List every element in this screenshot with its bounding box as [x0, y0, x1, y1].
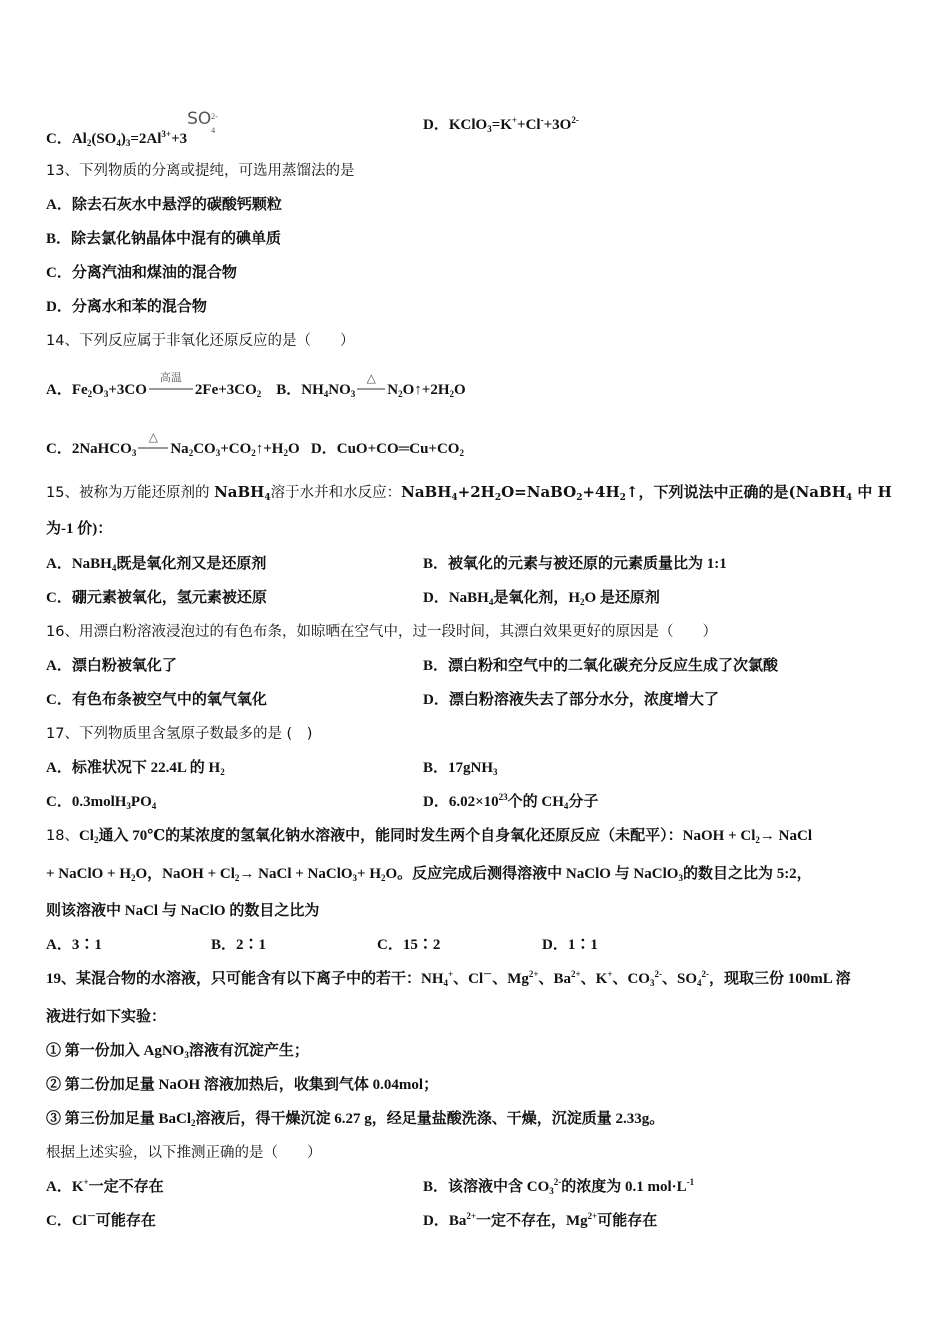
q19-experiment-3: ③ 第三份加足量 BaCl$_2$溶液后，得干燥沉淀 6.27 g，经足量盐酸洗涤、干燥，沉淀质量 2.33g。 [46, 1111, 665, 1128]
q12-option-c: C．$Al_2(SO_4)_3=2Al^{3+}+3$ SO 2- 4 D．$KClO_3=K^++Cl^-+3O^{2-}$ [46, 109, 579, 148]
q15-stem: 15、被称为万能还原剂的 NaBH$_4$溶于水并和水反应：$NaBH_4+2H_2O=NaBO_2+4H_2↑$，下列说法中正确的是(NaBH$_4$ 中 H [46, 483, 892, 503]
q12-option-d: D．$KClO_3=K^++Cl^-+3O^{2-}$ [423, 115, 579, 134]
q15-option-b: B．被氧化的元素与被还原的元素质量比为 1:1 [423, 556, 727, 572]
q17-option-a: A．标准状况下 22.4L 的 $H_2$ B．17gNH$_3$ [46, 760, 498, 777]
q18-stem-line3: 则该溶液中 NaCl 与 NaClO 的数目之比为 [46, 903, 320, 919]
q14-options-ab: A．$Fe_2O_3+3CO$ 高温 $2Fe+3CO_2$ B．$NH_4NO_3$ △ $N_2O↑+2H_2O$ [46, 371, 466, 399]
heat-triangle-icon: △ [357, 376, 385, 396]
q16-option-d: D．漂白粉溶液失去了部分水分，浓度增大了 [423, 692, 719, 708]
q17-stem: 17、下列物质里含氢原子数最多的是 ( ) [46, 726, 313, 742]
q13-option-b: B．除去氯化钠晶体中混有的碘单质 [46, 231, 282, 247]
q18-option-a: A．3∶1 [46, 937, 102, 953]
q16-option-b: B．漂白粉和空气中的二氧化碳充分反应生成了次氯酸 [423, 658, 779, 674]
q19-experiment-2: ② 第二份加足量 NaOH 溶液加热后，收集到气体 0.04mol； [46, 1077, 439, 1093]
q13-option-a: A．除去石灰水中悬浮的碳酸钙颗粒 [46, 197, 282, 213]
q13-option-c: C．分离汽油和煤油的混合物 [46, 265, 237, 281]
q17-option-b: B．17gNH$_3$ [423, 760, 498, 777]
q19-stem-line1: 19、某混合物的水溶液，只可能含有以下离子中的若干：$NH_4^+$、Cl－、$Mg^{2+}$、$Ba^{2+}$、K+、$CO_3^{2-}$、$SO_4^{2-}$，现取三份 100mL 溶 [46, 969, 851, 988]
heat-triangle-icon: △ [138, 435, 168, 455]
q15-stem-line2: 为-1 价)： [46, 521, 113, 537]
q18-stem-line2: + NaClO + $H_2O$，NaOH + $Cl_2\to$ NaCl + NaClO$_3$+ $H_2O$。反应完成后测得溶液中 NaClO 与 NaClO$_3$的数目之比为 5:2， [46, 866, 812, 883]
q16-stem: 16、用漂白粉溶液浸泡过的有色布条，如晾晒在空气中，过一段时间，其漂白效果更好的原因是（ ） [46, 624, 717, 640]
q19-option-d: D．$Ba^{2+}$一定不存在，$Mg^{2+}$可能存在 [423, 1211, 658, 1229]
q17-option-c: C．$0.3molH_3PO_4$ D．$6.02\times 10^{23}$个的 $CH_4$分子 [46, 792, 599, 811]
q13-stem: 13、下列物质的分离或提纯，可选用蒸馏法的是 [46, 163, 355, 179]
sulfate-ion-image: SO 2- 4 [187, 109, 218, 135]
q14-options-cd: C．2NaHCO$_3$ △ $Na_2CO_3+CO_2↑+H_2O$ D．$CuO+CO═Cu+CO_2$ [46, 430, 464, 458]
q13-option-d: D．分离水和苯的混合物 [46, 299, 207, 315]
q18-option-d: D．1∶1 [542, 937, 598, 953]
q16-option-c: C．有色布条被空气中的氧气氧化 D．漂白粉溶液失去了部分水分，浓度增大了 [46, 692, 719, 708]
q17-option-d: D．$6.02\times 10^{23}$个的 $CH_4$分子 [423, 792, 599, 811]
q15-option-d: D．NaBH$_4$是氧化剂，$H_2O$ 是还原剂 [423, 590, 660, 607]
q16-option-a: A．漂白粉被氧化了 B．漂白粉和空气中的二氧化碳充分反应生成了次氯酸 [46, 658, 779, 674]
q14-stem: 14、下列反应属于非氧化还原反应的是（ ） [46, 333, 355, 349]
q18-stem-line1: 18、$Cl_2$通入 70℃的某浓度的氢氧化钠水溶液中，能同时发生两个自身氧化还原反应（未配平）：NaOH + $Cl_2\to$ NaCl [46, 828, 812, 845]
q19-option-a: A．K+一定不存在 B．该溶液中含 $CO_3^{2-}$的浓度为 0.1 $mol\cdot L^{-1}$ [46, 1177, 695, 1196]
q19-option-c: C．Cl－可能存在 D．$Ba^{2+}$一定不存在，$Mg^{2+}$可能存在 [46, 1211, 658, 1229]
q18-option-c: C．15∶2 [377, 937, 441, 953]
q19-stem-line2: 液进行如下实验： [46, 1009, 167, 1025]
q15-option-a: A．NaBH$_4$既是氧化剂又是还原剂 B．被氧化的元素与被还原的元素质量比为 1:1 [46, 556, 727, 573]
q15-option-c: C．硼元素被氧化，氢元素被还原 D．NaBH$_4$是氧化剂，$H_2O$ 是还原剂 [46, 590, 660, 607]
high-temp-condition: 高温 [149, 376, 193, 396]
q19-experiment-1: ① 第一份加入 AgNO$_3$溶液有沉淀产生； [46, 1043, 309, 1060]
q19-option-b: B．该溶液中含 $CO_3^{2-}$的浓度为 0.1 $mol\cdot L^{-1}$ [423, 1177, 695, 1196]
q19-conclusion: 根据上述实验，以下推测正确的是（ ） [46, 1145, 322, 1161]
q18-option-b: B．2∶1 [211, 937, 267, 953]
